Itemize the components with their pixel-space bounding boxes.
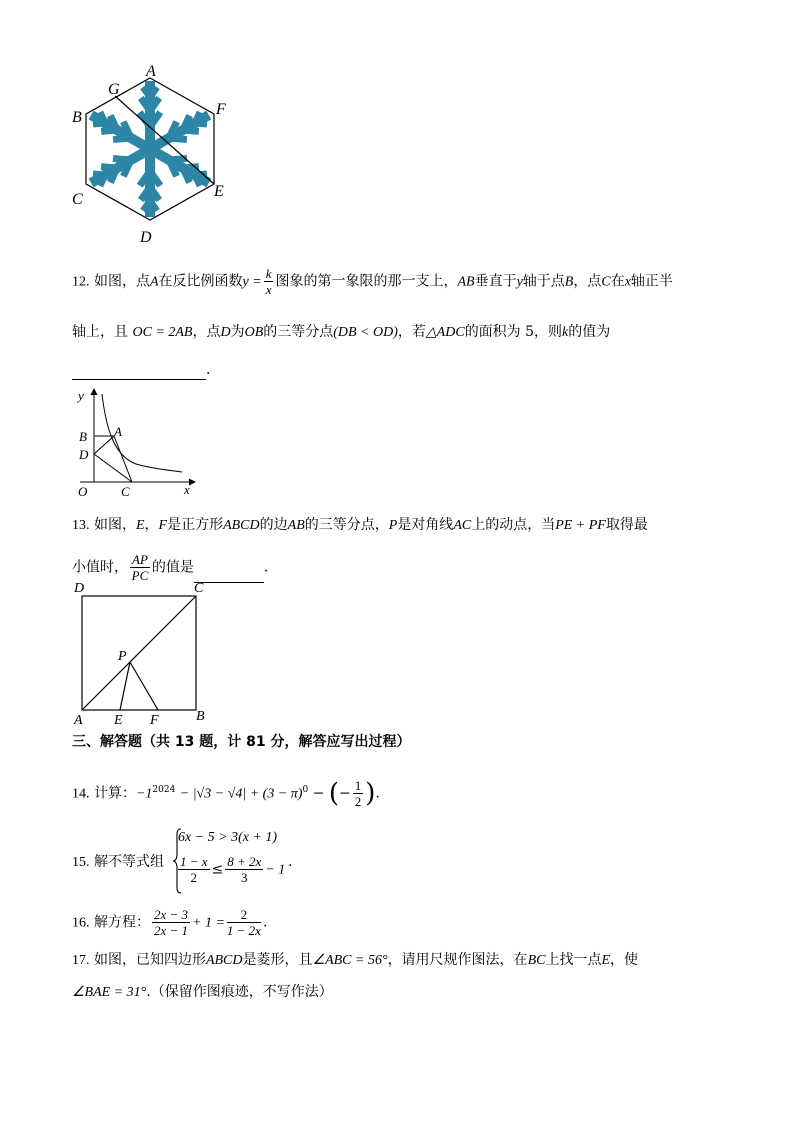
q12-answer-line: . [72,360,210,380]
label-g: G [108,81,120,98]
label-d: D [140,229,152,246]
label-b: B [72,109,82,126]
label-a: A [114,424,122,439]
square-figure [70,578,220,726]
q14-fraction: $\frac{1}{2}$ [354,778,362,809]
label-a: A [146,63,156,80]
label-b: B [79,429,87,444]
label-c: C [194,581,204,596]
label-p: P [118,649,127,664]
q14-line: 14. 计算：$-1^{2024} - |√3 - √4| + (3 - \pi)^0$ − (− $\frac{1}{2}$ ). [72,778,380,809]
label-o: O [78,484,88,499]
q15-inequality-system [172,828,302,894]
segment-ad [94,436,114,454]
diagonal-ac [82,596,196,710]
q17-line1: 17. 如图，已知四边形ABCD是菱形，且∠ABC = 56°，请用尺规作图法，在BC上找一点E，使 [72,952,639,968]
label-c: C [121,484,130,499]
label-e: E [114,713,123,726]
q12-line1: 12. 如图，点A在反比例函数y = $\frac{k}{x}$ 图象的第一象限的那一支上，AB垂直于y轴于点B，点C在x轴正半 [72,266,673,297]
q16-line: 16. 解方程： $\frac{2x - 3}{2x - 1}$ + 1 = $\frac{2}{1 - 2x}$ . [72,907,268,938]
q16-left-fraction: $\frac{2x - 3}{2x - 1}$ [153,907,188,938]
q12-func-fraction: $\frac{k}{x}$ [265,266,272,297]
q12-answer-blank[interactable] [72,365,206,380]
hyperbola-graph-figure [70,384,200,502]
q13-fraction: $\frac{AP}{PC}$ [131,552,149,583]
snowflake-hexagon-figure [68,60,238,250]
segment-pe [120,662,130,710]
section-3-heading: 三、解答题（共 13 题，计 81 分，解答应写出过程） [72,734,411,750]
segment-pf [130,662,158,710]
label-b: B [196,709,205,724]
label-y: y [78,388,84,403]
q15-end: . [288,854,293,870]
label-f: F [150,713,159,726]
label-e: E [214,183,224,200]
q13-line2: 小值时， $\frac{AP}{PC}$ 的值是 . [72,552,269,583]
q15-inequality-2: $\frac{1 - x}{2}$ ≤ $\frac{8 + 2x}{3}$ − 1 [180,854,286,885]
label-f: F [216,101,226,118]
label-x: x [184,482,190,497]
q12-line2: 轴上，且 OC = 2AB，点D为OB的三等分点(DB < OD)，若△ADC的面积为 5，则k的值为 [72,324,611,340]
label-d: D [74,581,85,596]
q13-line1: 13. 如图，E，F是正方形ABCD的边AB的三等分点，P是对角线AC上的动点，当PE + PF取得最 [72,517,648,533]
label-a: A [74,713,83,726]
q17-line2: ∠BAE = 31°.（保留作图痕迹，不写作法） [72,984,333,1000]
q15-inequality-1: 6x − 5 > 3(x + 1) [178,830,278,845]
q16-right-fraction: $\frac{2}{1 - 2x}$ [226,907,261,938]
label-c: C [72,191,83,208]
label-d: D [79,447,89,462]
q15-label: 15. 解不等式组 [72,854,164,870]
